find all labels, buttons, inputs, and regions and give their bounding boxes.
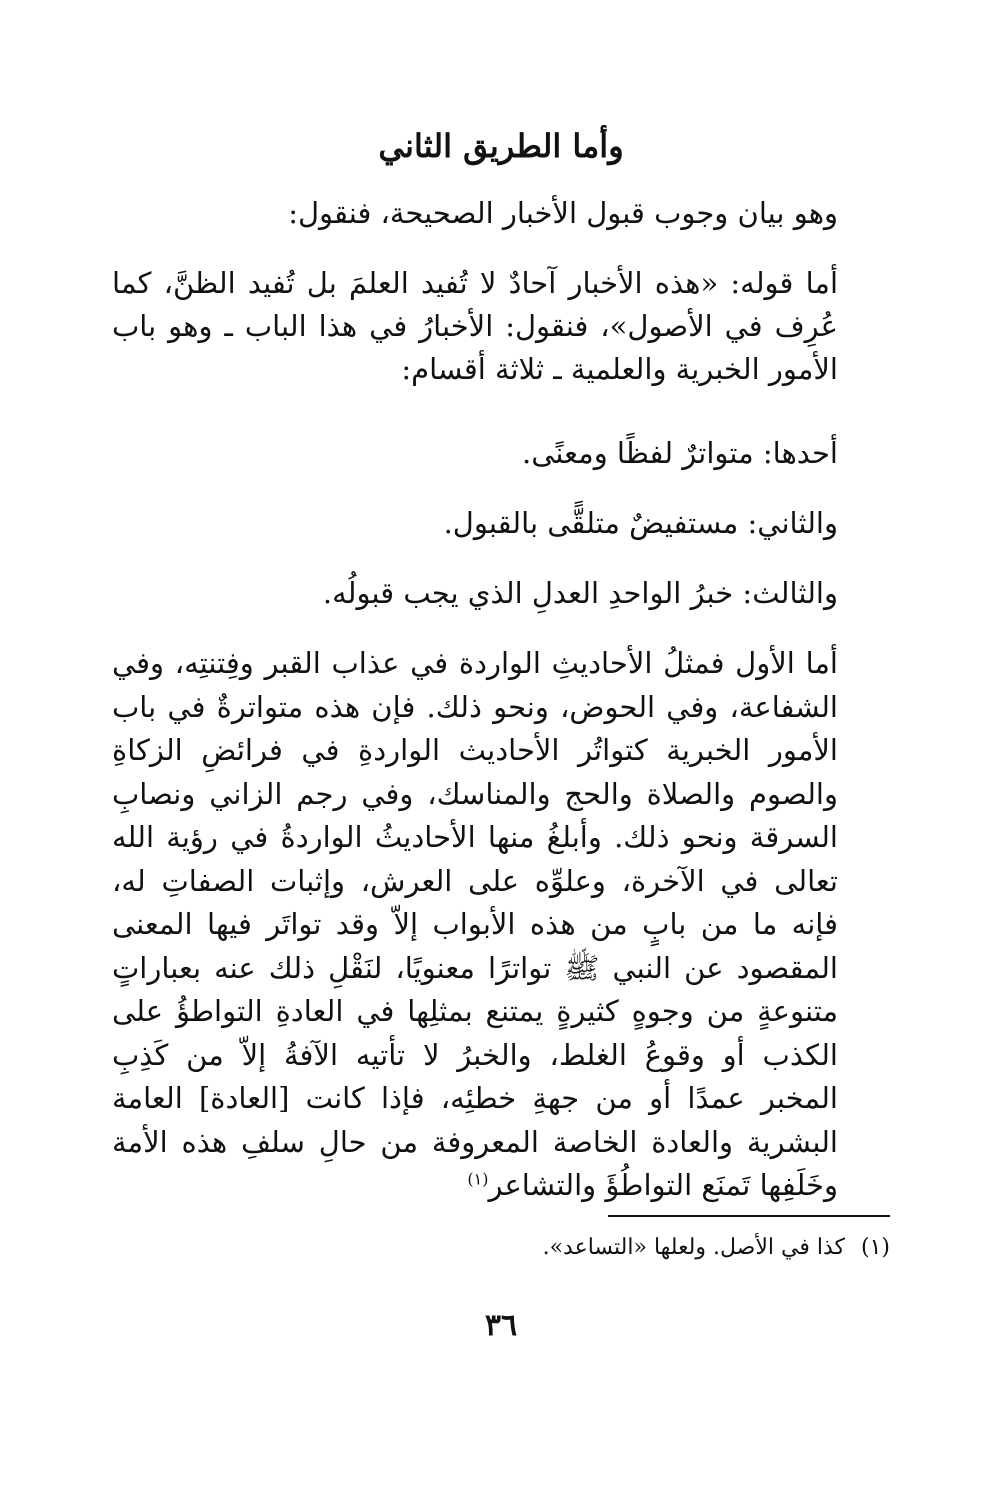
- list-item-3: والثالث: خبرُ الواحدِ العدلِ الذي يجب قبولُه.: [322, 576, 838, 610]
- footnote-divider: [608, 1215, 890, 1217]
- footnote-number: (١): [860, 1235, 890, 1260]
- list-item-1: أحدها: متواترٌ لفظًا ومعنًى.: [522, 436, 838, 470]
- list-item-2: والثاني: مستفيضٌ متلقًّى بالقبول.: [443, 506, 838, 540]
- paragraph-2-text: أما الأول فمثلُ الأحاديثِ الواردة في عذاب القبر وفِتنتِه، وفي الشفاعة، وفي الحوض، ونحو ذلك. فإن هذه متواترةٌ في باب الأمور الخبرية كتواتُر الأحاديث الواردةِ في فرائضِ الزكاةِ والصوم والصلاة والحج والمناسك، وفي رجم الزاني ونصابِ السرقة ونحو ذلك. وأبلغُ منها الأحاديثُ الواردةُ في رؤية الله تعالى في الآخرة، وعلوِّه على العرش، وإثبات الصفاتِ له، فإنه ما من بابٍ من هذه الأبواب إلاّ وقد تواتَر فيها المعنى المقصود عن النبي ﷺ تواترًا معنويًا، لنَقْلِ ذلك عنه بعباراتٍ متنوعةٍ من وجوهٍ كثيرةٍ يمتنع بمثلِها في العادةِ التواطؤُ على الكذب أو وقوعُ الغلط، والخبرُ لا تأتيه الآفةُ إلاّ من كَذِبِ المخبر عمدًا أو من جهةِ خطئِه، فإذا كانت [العادة] العامة البشرية والعادة الخاصة المعروفة من حالِ سلفِ هذه الأمة وخَلَفِها تَمنَع التواطُؤَ والتشاعر: [112, 646, 838, 1202]
- footnote: [112, 1232, 890, 1264]
- footnote-text: كذا في الأصل. ولعلها «التساعد».: [542, 1235, 845, 1260]
- footnote-marker: (١): [467, 1169, 489, 1189]
- page-number: ٣٦: [484, 1308, 518, 1343]
- paragraph-1: أما قوله: «هذه الأخبار آحادٌ لا تُفيد العلمَ بل تُفيد الظنَّ، كما عُرِف في الأصول»، فنقول: الأخبارُ في هذا الباب ـ وهو باب الأمور الخبرية والعلمية ـ ثلاثة أقسام:: [112, 266, 838, 386]
- section-heading: وأما الطريق الثاني: [378, 127, 624, 165]
- paragraph-2: [112, 642, 890, 1208]
- intro-line: وهو بيان وجوب قبول الأخبار الصحيحة، فنقول:: [288, 196, 838, 230]
